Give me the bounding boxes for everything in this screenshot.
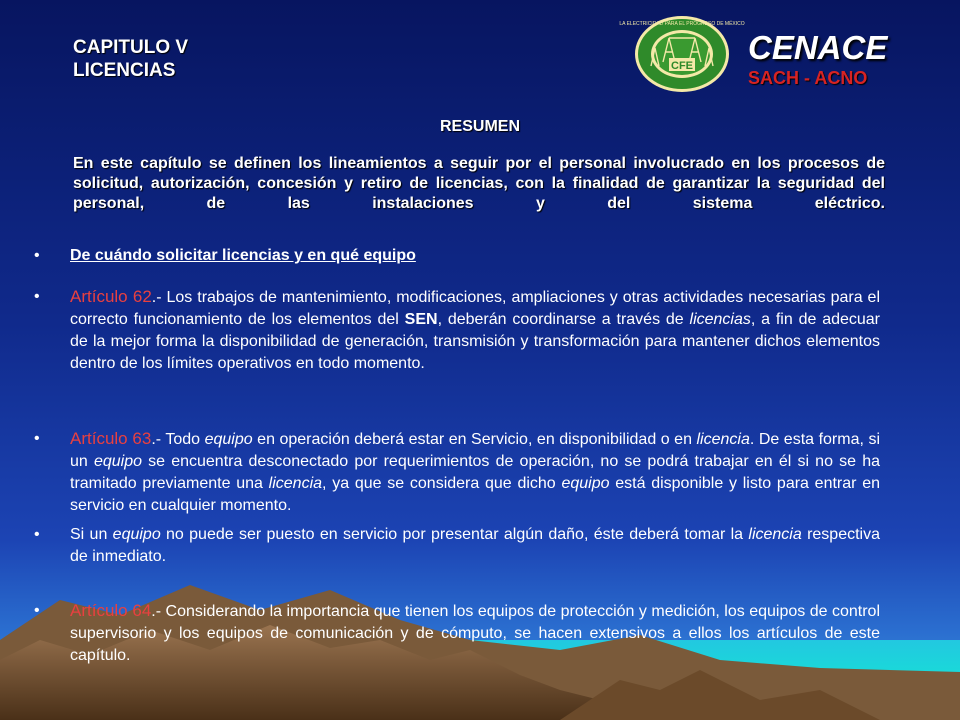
article-text: , ya que se considera que dicho xyxy=(322,475,562,492)
logo-motto: LA ELECTRICIDAD PARA EL PROGRESO DE MÉXICO xyxy=(619,21,745,27)
brand-subtitle: SACH - ACNO xyxy=(748,68,868,88)
bullet-dot: • xyxy=(34,247,40,264)
article-62 xyxy=(70,286,880,375)
rule-text: respectiva de inmediato. xyxy=(70,526,880,565)
bullet-dot: • xyxy=(34,288,40,305)
equipo-term: equipo xyxy=(112,526,161,543)
article-64 xyxy=(70,600,880,667)
article-text: .- Todo xyxy=(151,431,205,448)
article-text: .- Considerando la importancia que tienen los equipos de protección y medición, los equipos de control supervisorio y los equipos de comunicación y de cómputo, se hacen extensivos a ellos los artículos de este capítulo. xyxy=(70,603,881,664)
article-text: está disponible y listo para entrar en servicio en cualquier momento. xyxy=(70,475,881,514)
article-text: . De esta forma, si un xyxy=(70,431,881,470)
brand-title: CENACE xyxy=(748,29,888,66)
article-63 xyxy=(70,428,880,517)
equipo-term: equipo xyxy=(204,431,253,448)
rule-text: no puede ser puesto en servicio por presentar algún daño, éste deberá tomar la xyxy=(160,526,749,543)
article-label: Artículo 64 xyxy=(70,601,152,620)
article-text: , a fin de adecuar de la mejor forma la disponibilidad de generación, transmisión y transformación para mantener dichos elementos dentro de los límites operativos en todo momento. xyxy=(70,311,881,372)
bullet-dot: • xyxy=(34,602,40,619)
bullet-dot: • xyxy=(34,526,40,543)
damaged-equipment-rule xyxy=(70,524,880,568)
equipo-term: equipo xyxy=(93,453,142,470)
article-label: Artículo 62 xyxy=(70,287,152,306)
cfe-logo xyxy=(619,14,745,94)
article-text: en operación deberá estar en Servicio, en disponibilidad o en xyxy=(252,431,697,448)
rule-text: Si un xyxy=(70,526,113,543)
article-text: .- Los trabajos de mantenimiento, modificaciones, ampliaciones y otras actividades necesarias para el correcto funcionamiento de los elementos del xyxy=(70,289,881,328)
licencia-term: licencia xyxy=(696,431,750,448)
summary-text: En este capítulo se definen los lineamientos a seguir por el personal involucrado en los procesos de solicitud, autorización, concesión y retiro de licencias, con la finalidad de garantizar la seguridad del personal, de las instalaciones y del sistema eléctrico. xyxy=(73,155,885,212)
licencia-term: licencia xyxy=(268,475,323,492)
bullet-dot: • xyxy=(34,430,40,447)
equipo-term: equipo xyxy=(561,475,610,492)
article-label: Artículo 63 xyxy=(70,429,152,448)
chapter-name: LICENCIAS xyxy=(73,60,176,81)
chapter-title xyxy=(73,36,188,82)
licencia-term: licencia xyxy=(748,526,802,543)
section-heading: De cuándo solicitar licencias y en qué equipo xyxy=(70,247,416,264)
chapter-number: CAPITULO V xyxy=(73,37,189,58)
logo-initials: CFE xyxy=(671,60,693,72)
licencias-term: licencias xyxy=(689,311,751,328)
article-text: se encuentra desconectado por requerimientos de operación, no se podrá trabajar en él si no se ha tramitado previamente una xyxy=(70,453,880,492)
sen-term: SEN xyxy=(404,311,438,328)
article-text: , deberán coordinarse a través de xyxy=(437,311,690,328)
summary-title: RESUMEN xyxy=(439,118,520,135)
